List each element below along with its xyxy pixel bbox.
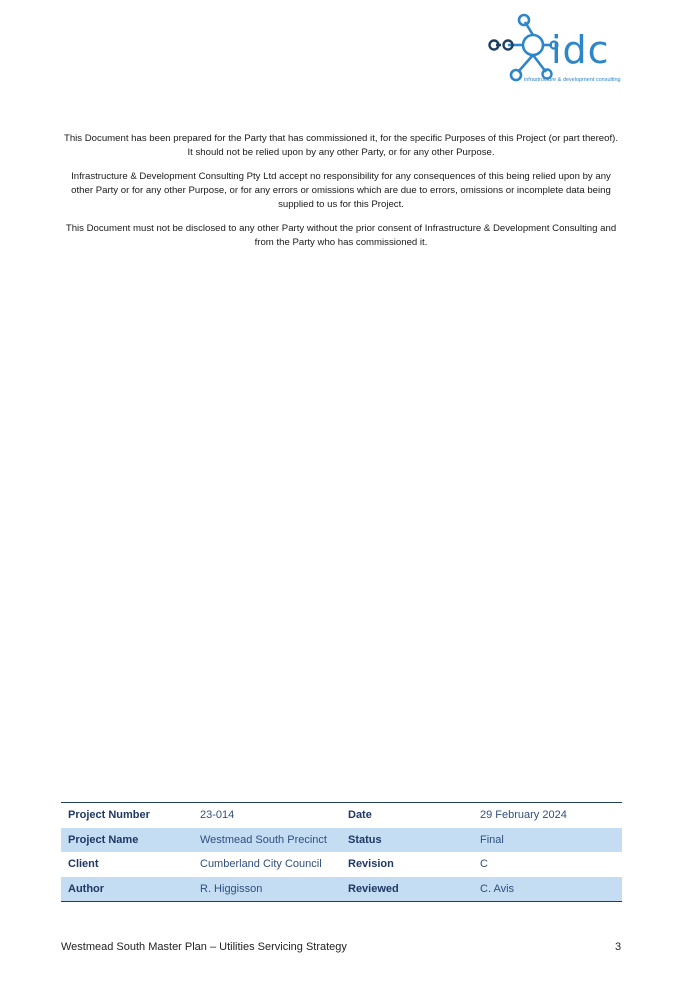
revision-value: C: [480, 858, 488, 871]
disclaimer-paragraph-2: Infrastructure & Development Consulting Pty Ltd accept no responsibility for any consequences of this being relied upon by any other Party or for any other Purpose, or for any errors or omissions which are due to errors, omissions or incomplete data being supplied to us for this Project.: [71, 171, 611, 210]
revision-label: Revision: [348, 858, 394, 871]
footer-title: Westmead South Master Plan – Utilities Servicing Strategy: [61, 941, 347, 953]
logo-tagline: infrastructure & development consulting: [524, 77, 621, 83]
disclaimer-paragraph-1: This Document has been prepared for the Party that has commissioned it, for the specific Purposes of this Project (or part thereof). It should not be relied upon by any other Party, or for any other Purpose.: [63, 133, 619, 158]
project-name-value: Westmead South Precinct: [193, 828, 341, 853]
logo-wordmark: idc: [551, 28, 610, 72]
page-number: 3: [615, 941, 622, 953]
status-value: Final: [473, 828, 622, 853]
author-label: Author: [61, 877, 193, 902]
logo-node-top: [519, 15, 529, 25]
disclaimer: [60, 132, 622, 260]
client-label: Client: [68, 858, 99, 871]
client-value: Cumberland City Council: [200, 858, 322, 871]
project-number-label: Project Number: [68, 809, 150, 822]
logo-node-bottom-left: [511, 70, 521, 80]
author-value: R. Higgisson: [193, 877, 341, 902]
logo-ring: [523, 35, 543, 55]
table-row: [61, 852, 622, 877]
date-value: 29 February 2024: [480, 809, 567, 822]
project-number-value: 23-014: [200, 809, 235, 822]
table-row: [61, 877, 622, 902]
date-label: Date: [348, 809, 372, 822]
document-info-table: [61, 802, 622, 902]
reviewed-label: Reviewed: [341, 877, 473, 902]
project-name-label: Project Name: [61, 828, 193, 853]
disclaimer-paragraph-3: This Document must not be disclosed to any other Party without the prior consent of Infrastructure & Development Consulting and from the Party who has commissioned it.: [65, 223, 617, 248]
status-label: Status: [341, 828, 473, 853]
reviewed-value: C. Avis: [473, 877, 622, 902]
table-row: [61, 828, 622, 853]
table-row: [61, 803, 622, 828]
